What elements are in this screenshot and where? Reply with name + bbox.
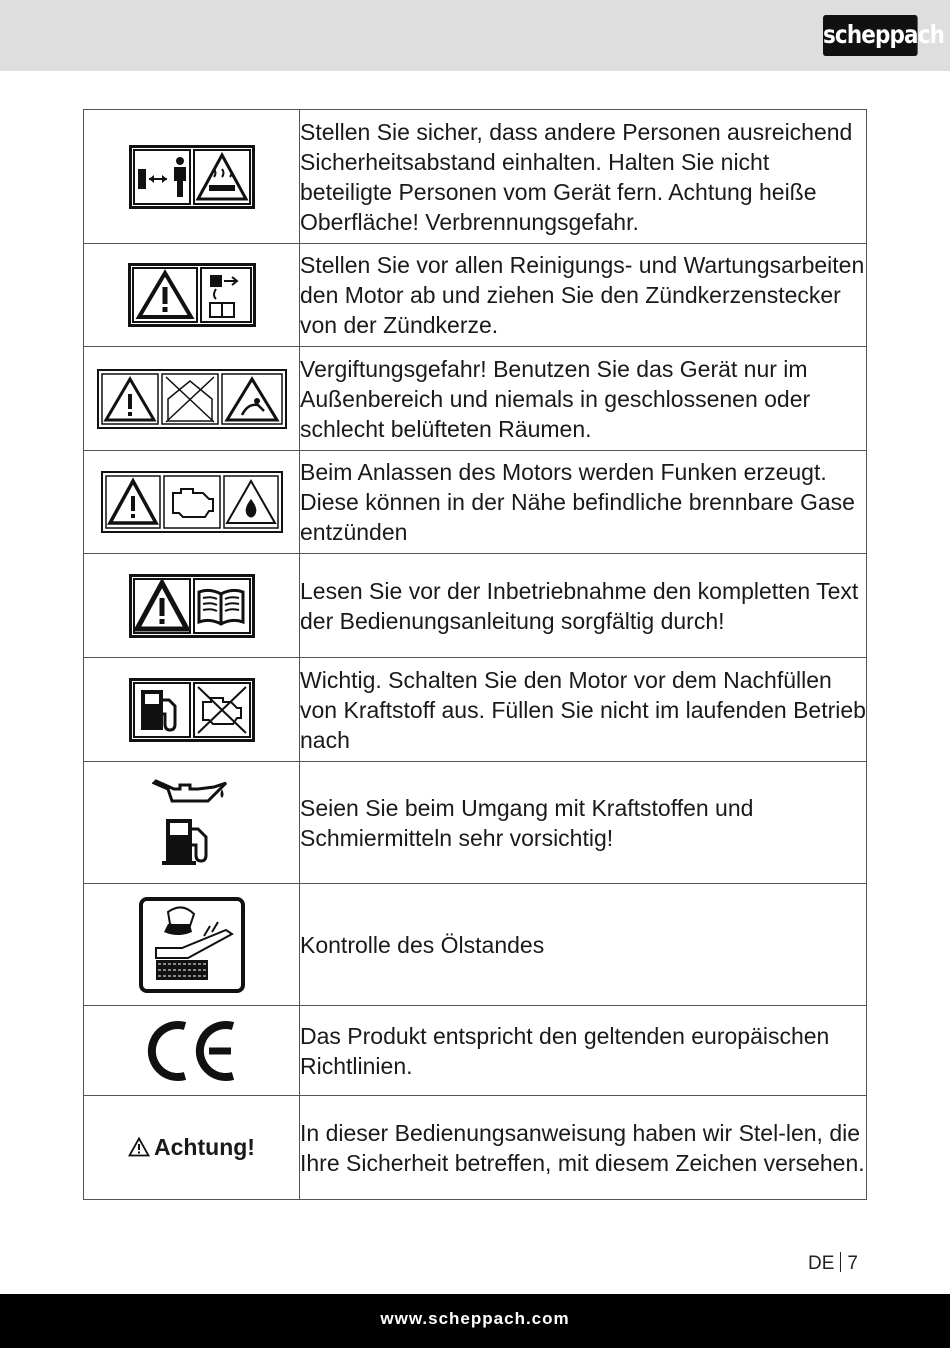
symbol-cell (84, 658, 300, 762)
table-row (84, 658, 867, 762)
table-row (84, 1096, 867, 1200)
symbol-description: Stellen Sie sicher, dass andere Personen ausreichend Sicherheitsabstand einhalten. Halten Sie nicht beteiligte Personen vom Gerät fern. Achtung heiße Oberfläche! Verbrennungsgefahr. (300, 110, 867, 244)
table-row (84, 884, 867, 1006)
table-row (84, 244, 867, 347)
symbol-cell (84, 451, 300, 554)
refuel-engine-off-icon (129, 678, 255, 742)
symbol-cell (84, 110, 300, 244)
distance-hot-surface-icon (129, 145, 255, 209)
header-bar (0, 0, 950, 71)
table-row (84, 110, 867, 244)
engine-spark-fire-icon (101, 471, 283, 533)
warning-triangle-icon (128, 1137, 150, 1157)
attention-label (128, 1134, 255, 1160)
table-row (84, 451, 867, 554)
table-row (84, 1006, 867, 1096)
page-number (808, 1252, 858, 1275)
symbol-cell (84, 347, 300, 451)
symbol-cell (84, 1096, 300, 1200)
symbol-description: Seien Sie beim Umgang mit Kraftstoffen und Schmiermitteln sehr vorsichtig! (300, 762, 867, 884)
symbol-description: Vergiftungsgefahr! Benutzen Sie das Gerät nur im Außenbereich und niemals in geschlossenen oder schlecht belüfteten Räumen. (300, 347, 867, 451)
table-row (84, 762, 867, 884)
separator (840, 1252, 841, 1272)
brand-logo: scheppach (823, 15, 918, 56)
symbol-description: Stellen Sie vor allen Reinigungs- und Wartungsarbeiten den Motor ab und ziehen Sie den Zündkerzenstecker von der Zündkerze. (300, 244, 867, 347)
page-index: 7 (847, 1253, 858, 1274)
table-row (84, 554, 867, 658)
symbol-description: Kontrolle des Ölstandes (300, 884, 867, 1006)
language-code: DE (808, 1253, 835, 1274)
oil-level-check-icon (138, 896, 246, 994)
symbol-description: In dieser Bedienungsanweisung haben wir Stel-len, die Ihre Sicherheit betreffen, mit diesem Zeichen versehen. (300, 1096, 867, 1200)
table-row (84, 347, 867, 451)
symbol-description: Wichtig. Schalten Sie den Motor vor dem Nachfüllen von Kraftstoff aus. Füllen Sie nicht im laufenden Betrieb nach (300, 658, 867, 762)
safety-symbols-table (83, 109, 867, 1200)
poisoning-outdoor-only-icon (97, 369, 287, 429)
spark-plug-maintenance-icon (128, 263, 256, 327)
symbol-description: Das Produkt entspricht den geltenden europäischen Richtlinien. (300, 1006, 867, 1096)
symbol-cell (84, 884, 300, 1006)
symbol-cell (84, 244, 300, 347)
symbol-cell (84, 762, 300, 884)
read-manual-icon (129, 574, 255, 638)
oil-fuel-icon (152, 775, 232, 871)
symbol-description: Beim Anlassen des Motors werden Funken erzeugt. Diese können in der Nähe befindliche brennbare Gase entzünden (300, 451, 867, 554)
symbol-cell (84, 1006, 300, 1096)
ce-mark-icon (145, 1018, 239, 1084)
symbol-description: Lesen Sie vor der Inbetriebnahme den kompletten Text der Bedienungsanleitung sorgfältig durch! (300, 554, 867, 658)
symbol-cell (84, 554, 300, 658)
website-url: www.scheppach.com (380, 1309, 570, 1328)
attention-text: Achtung! (154, 1134, 255, 1160)
footer-bar (0, 1294, 950, 1348)
